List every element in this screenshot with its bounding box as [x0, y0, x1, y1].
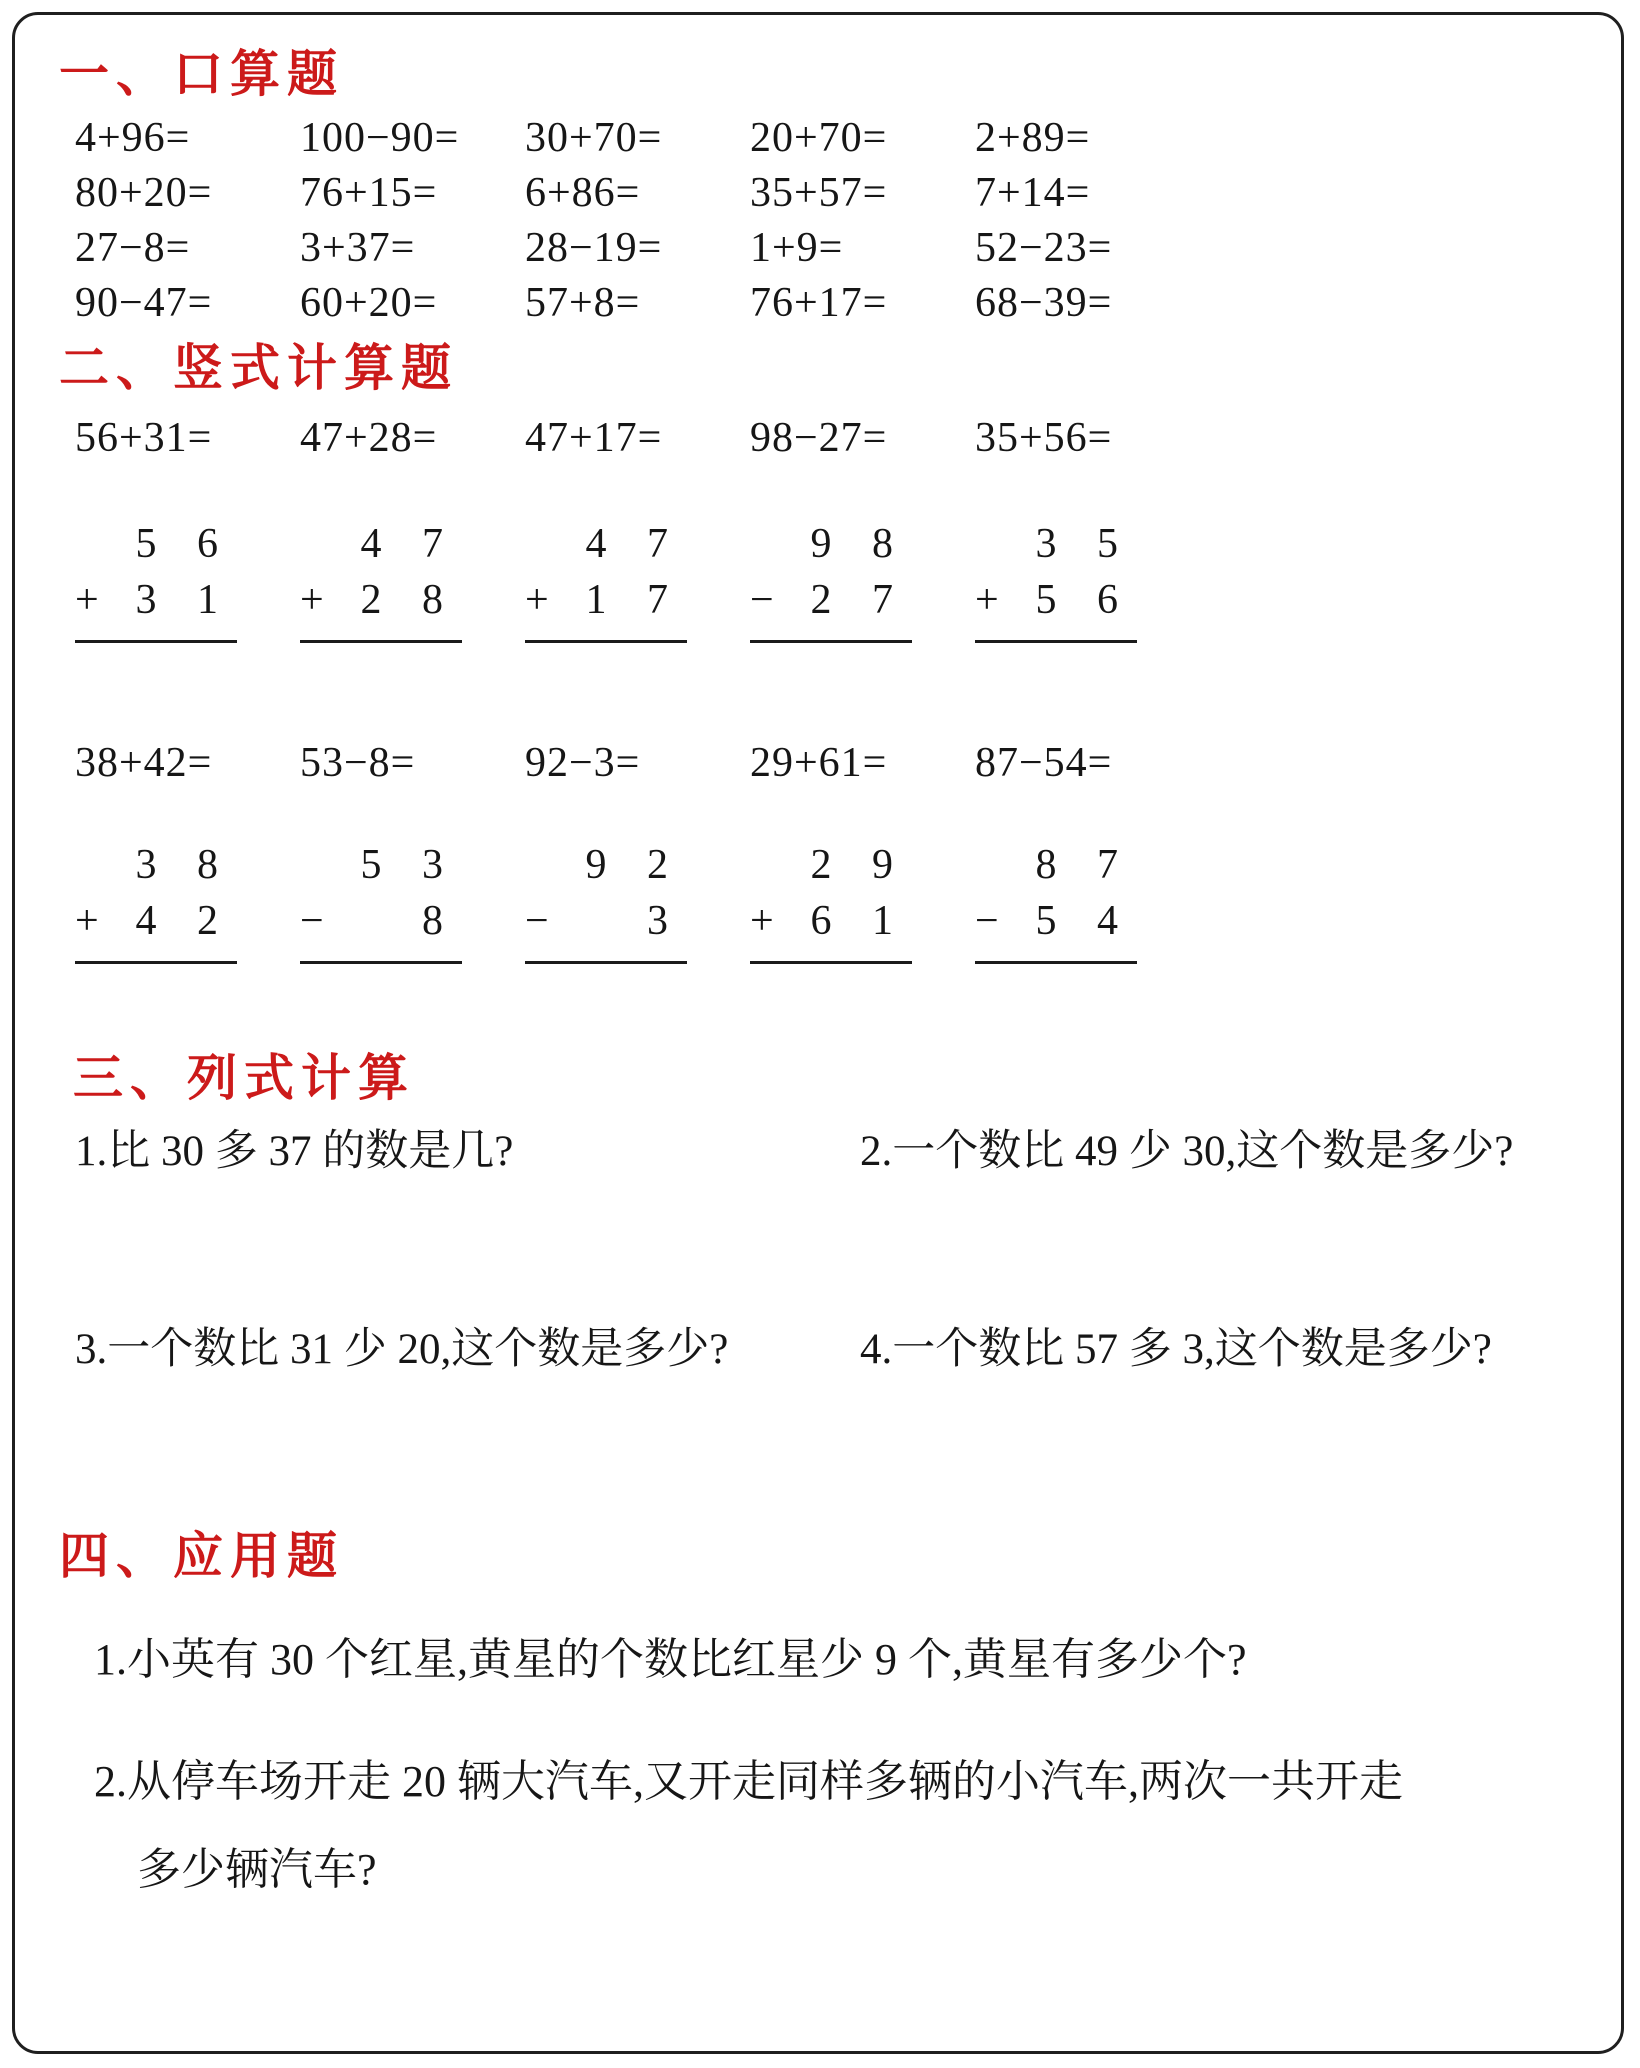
oral-problem: 28−19= [525, 225, 663, 271]
vertical-problem [300, 516, 462, 643]
operator-sign: − [750, 577, 774, 623]
vertical-problem [525, 837, 687, 964]
stack-bottom-number: 5 6 [1035, 577, 1133, 623]
stack-bottom-number: 6 1 [810, 898, 908, 944]
vertical-equation: 98−27= [750, 415, 888, 461]
stack-top-number: 8 7 [1035, 842, 1133, 888]
oral-problems-grid [75, 113, 1577, 329]
stack-top-number: 3 8 [135, 842, 233, 888]
vertical-equations-row-1 [75, 413, 1577, 464]
stack-bottom-row [75, 572, 237, 643]
oral-problem: 60+20= [300, 280, 438, 326]
stack-bottom-number: 2 8 [360, 577, 458, 623]
worksheet-page [12, 12, 1624, 2054]
operator-sign: − [525, 898, 549, 944]
vertical-problem [975, 837, 1137, 964]
vertical-problem [750, 516, 912, 643]
stack-bottom-row [525, 893, 687, 964]
vertical-equation: 87−54= [975, 740, 1113, 786]
vertical-equation: 47+28= [300, 415, 438, 461]
vertical-equations-row-2 [75, 738, 1577, 789]
operator-sign: + [300, 577, 324, 623]
applied-problem-2-line1: 2.从停车场开走 20 辆大汽车,又开走同样多辆的小汽车,两次一共开走 [94, 1757, 1403, 1806]
oral-problem: 57+8= [525, 280, 641, 326]
oral-problem: 68−39= [975, 280, 1113, 326]
section-oral-heading: 一、口算题 [59, 46, 344, 102]
vertical-equation: 92−3= [525, 740, 641, 786]
applied-problem-1: 1.小英有 30 个红星,黄星的个数比红星少 9 个,黄星有多少个? [94, 1635, 1247, 1684]
oral-problem: 52−23= [975, 225, 1113, 271]
listed-problems-row-1 [75, 1123, 1577, 1181]
stack-top-number: 3 5 [1035, 521, 1133, 567]
vertical-stacks-row-2 [75, 837, 1577, 964]
oral-problem: 76+15= [300, 170, 438, 216]
oral-problem: 20+70= [750, 115, 888, 161]
listed-problem-2: 2.一个数比 49 少 30,这个数是多少? [860, 1128, 1514, 1175]
stack-bottom-number: 3 1 [135, 577, 233, 623]
vertical-problem [300, 837, 462, 964]
oral-problem: 1+9= [750, 225, 844, 271]
stack-bottom-row [300, 572, 462, 643]
listed-problem-4: 4.一个数比 57 多 3,这个数是多少? [860, 1326, 1492, 1373]
stack-bottom-number: 4 2 [135, 898, 233, 944]
operator-sign: + [525, 577, 549, 623]
section-listed-heading: 三、列式计算 [73, 1050, 415, 1106]
vertical-equation: 56+31= [75, 415, 213, 461]
listed-problems-row-2 [75, 1321, 1577, 1379]
oral-problem: 100−90= [300, 115, 460, 161]
stack-top-number: 5 6 [135, 521, 233, 567]
operator-sign: + [75, 898, 99, 944]
stack-top-number: 2 9 [810, 842, 908, 888]
vertical-problem [750, 837, 912, 964]
stack-bottom-row [750, 893, 912, 964]
stack-bottom-number: 2 7 [810, 577, 908, 623]
stack-bottom-row [525, 572, 687, 643]
stack-bottom-number: 8 [422, 898, 458, 944]
stack-top-number: 9 2 [585, 842, 683, 888]
oral-problem: 6+86= [525, 170, 641, 216]
operator-sign: + [975, 577, 999, 623]
section-vertical-heading: 二、竖式计算题 [59, 340, 458, 396]
section-applied-heading: 四、应用题 [59, 1528, 344, 1584]
oral-problem: 80+20= [75, 170, 213, 216]
stack-top-number: 9 8 [810, 521, 908, 567]
stack-bottom-row [75, 893, 237, 964]
oral-problem: 76+17= [750, 280, 888, 326]
vertical-problem [75, 516, 237, 643]
vertical-equation: 53−8= [300, 740, 416, 786]
operator-sign: − [975, 898, 999, 944]
stack-bottom-number: 3 [647, 898, 683, 944]
listed-problem-3: 3.一个数比 31 少 20,这个数是多少? [75, 1326, 729, 1373]
listed-problem-1: 1.比 30 多 37 的数是几? [75, 1128, 514, 1175]
stack-top-number: 5 3 [360, 842, 458, 888]
operator-sign: + [750, 898, 774, 944]
vertical-problem [975, 516, 1137, 643]
stack-bottom-number: 5 4 [1035, 898, 1133, 944]
oral-problem: 90−47= [75, 280, 213, 326]
stack-bottom-row [300, 893, 462, 964]
oral-problem: 3+37= [300, 225, 416, 271]
vertical-stacks-row-1 [75, 516, 1577, 643]
stack-bottom-row [975, 572, 1137, 643]
stack-bottom-row [750, 572, 912, 643]
oral-problem: 7+14= [975, 170, 1091, 216]
vertical-equation: 29+61= [750, 740, 888, 786]
operator-sign: − [300, 898, 324, 944]
stack-top-number: 4 7 [585, 521, 683, 567]
oral-problem: 4+96= [75, 115, 191, 161]
stack-bottom-number: 1 7 [585, 577, 683, 623]
vertical-equation: 38+42= [75, 740, 213, 786]
vertical-problem [525, 516, 687, 643]
oral-problem: 2+89= [975, 115, 1091, 161]
operator-sign: + [75, 577, 99, 623]
vertical-equation: 47+17= [525, 415, 663, 461]
vertical-equation: 35+56= [975, 415, 1113, 461]
stack-top-number: 4 7 [360, 521, 458, 567]
stack-bottom-row [975, 893, 1137, 964]
vertical-problem [75, 837, 237, 964]
oral-problem: 30+70= [525, 115, 663, 161]
oral-problem: 27−8= [75, 225, 191, 271]
oral-problem: 35+57= [750, 170, 888, 216]
applied-problem-2-line2: 多少辆汽车? [137, 1845, 377, 1894]
